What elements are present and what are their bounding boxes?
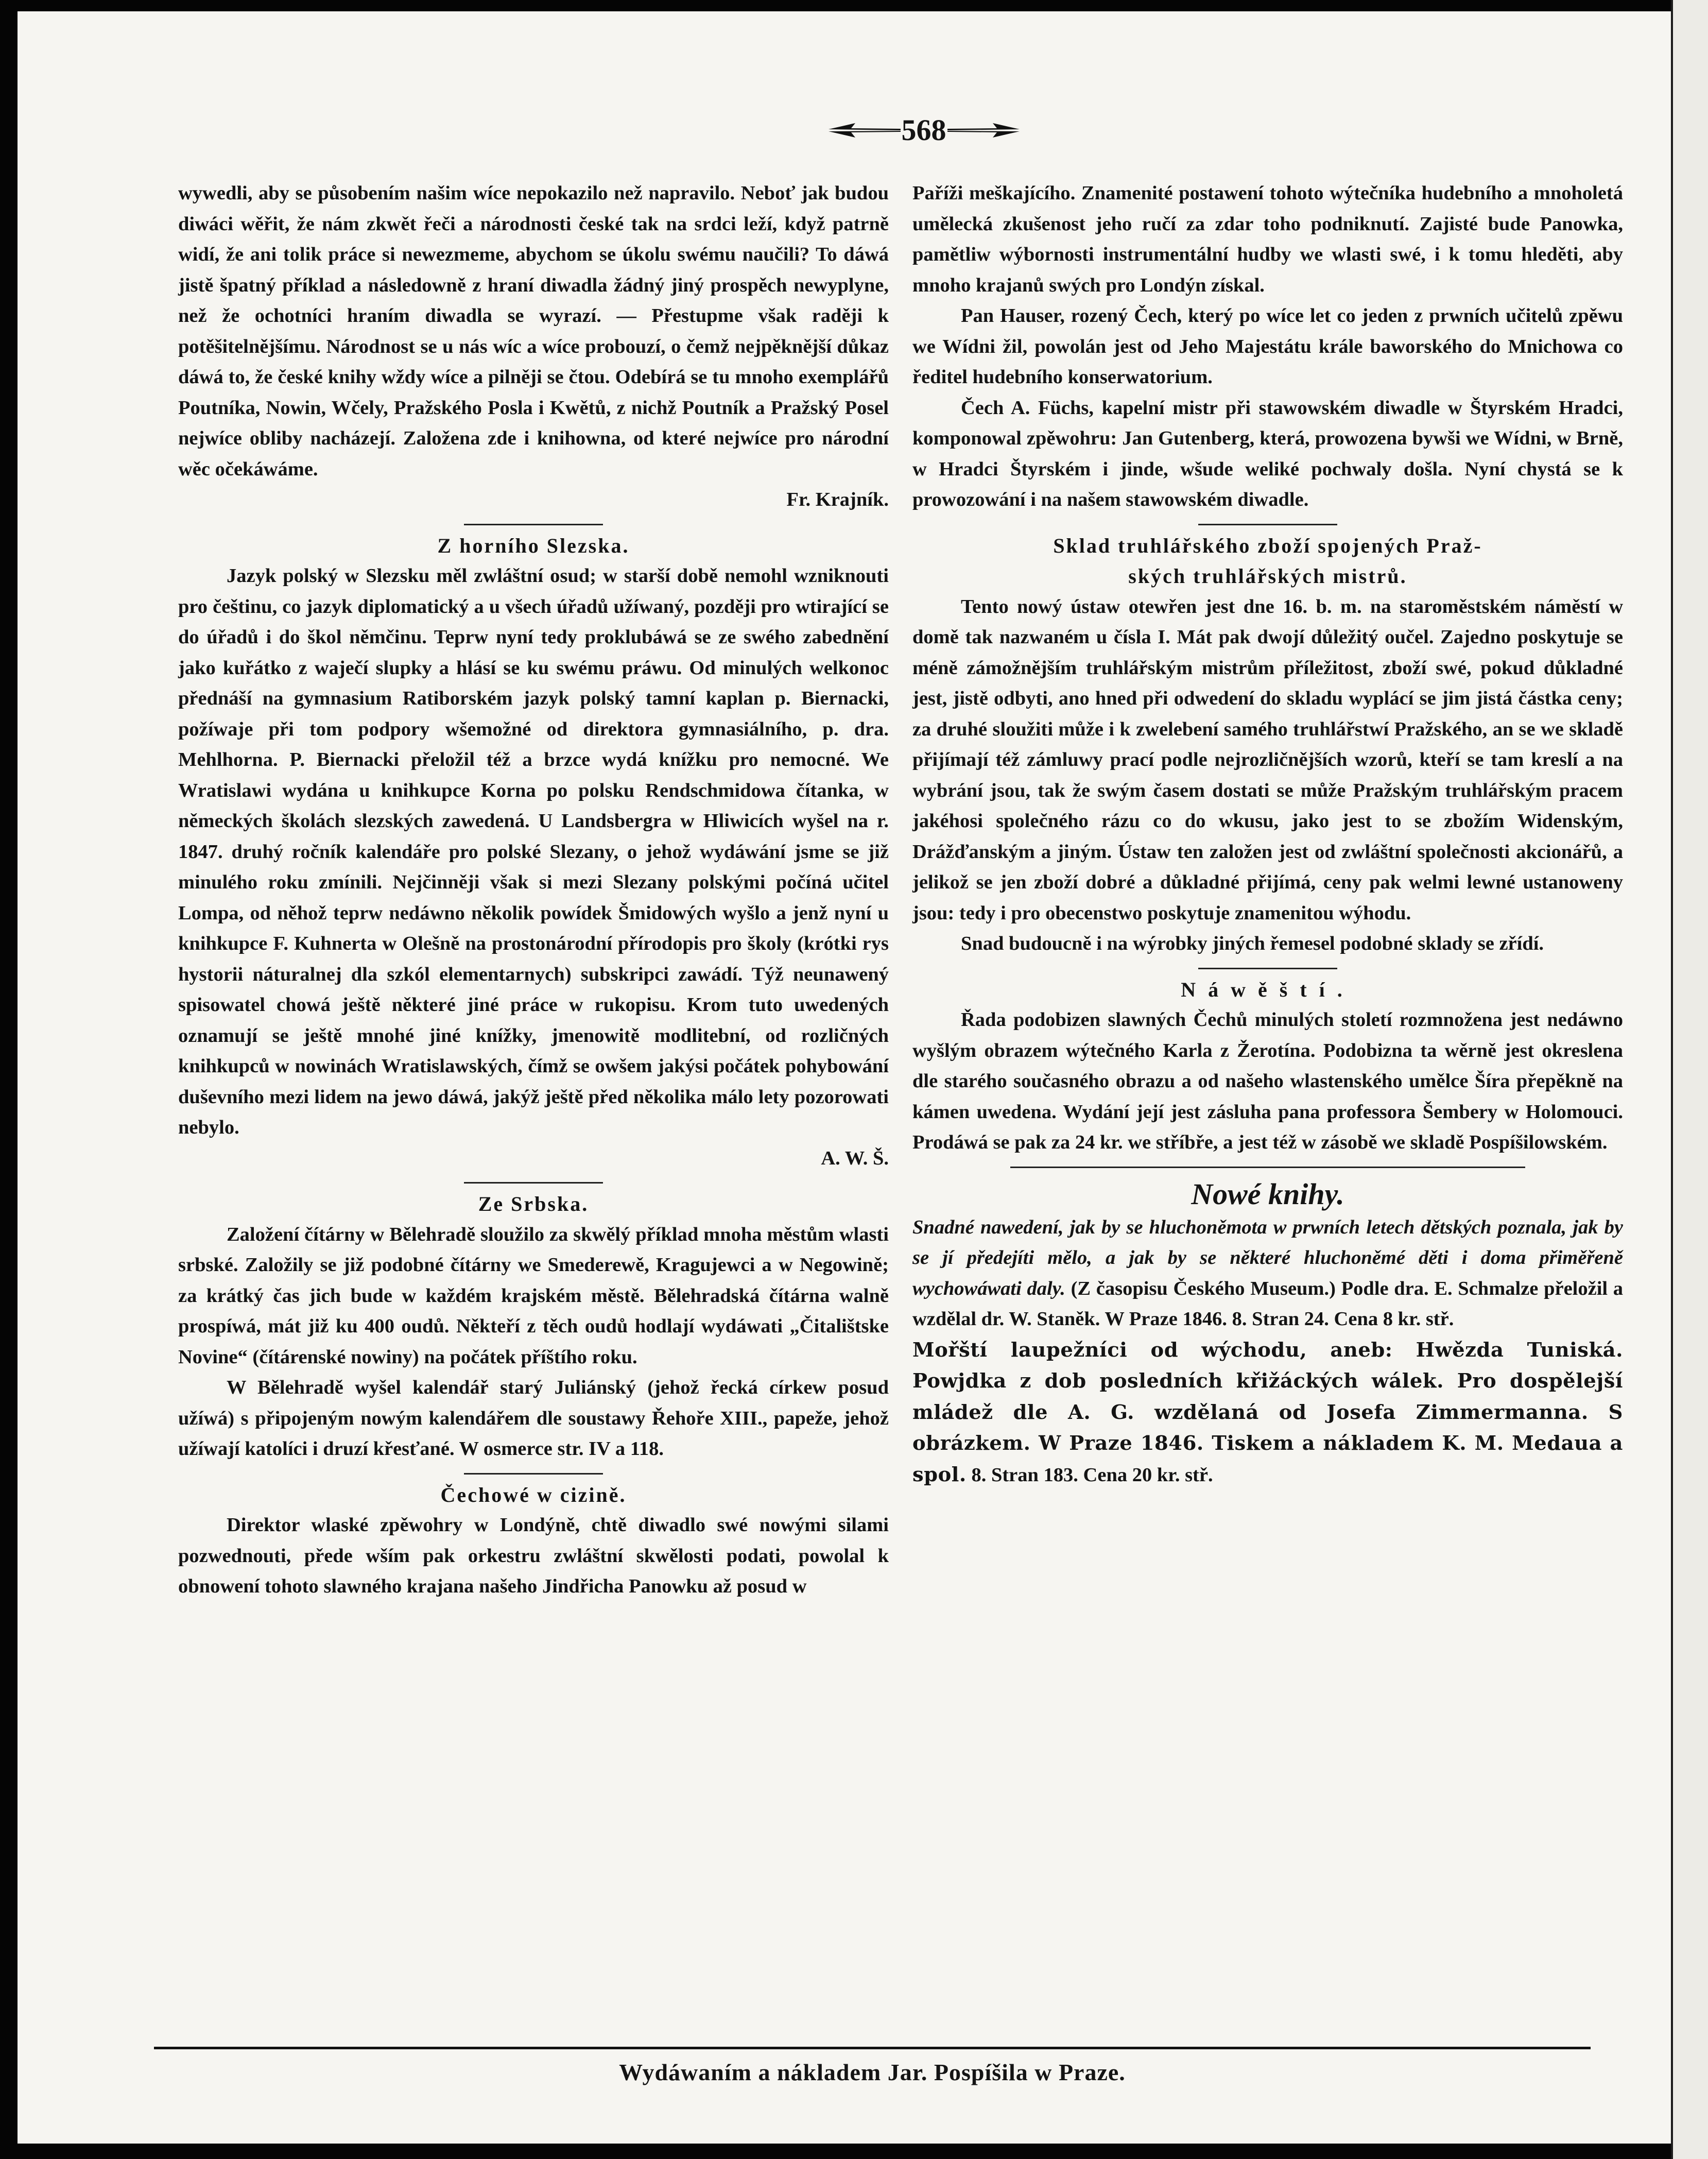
warehouse-heading-line1: Sklad truhlářského zboží spojených Praž- [1053,534,1482,557]
book2-details: 8. Stran 183. [971,1464,1078,1486]
right-column [912,178,1623,1490]
abroad-continued-paragraph: Čech A. Füchs, kapelní mistr při stawowském diwadle w Štyrském Hradci, komponowal zpěwohru: Jan Gutenberg, která, prowozena bywši we Wídni, w Brně, w Hradci Štyrském i jinde, wšude weliké pochwaly došla. Nyní chystá se k prowozowání i na našem stawowském diwadle. [912,397,1623,510]
section-divider [464,1473,603,1475]
warehouse-paragraph: Tento nowý ústaw otewřen jest dne 16. b. m. na staroměstském náměstí w domě tak nazwaném u čísla I. Mát pak dwojí důležitý oučel. Zajedno poskytuje se méně zámožnějším truhlářským mistrům příležitost, zboží swé, pokud důkladné jest, jistě odbyti, ano hned při odwedení do skladu wyplácí se jim jistá částka ceny; za druhé sloužiti může i k zwelebení samého truhlářstwí Pražského, an se we skladě přijímají též zámluwy prací podle nejrozličnějších wzorů, kteří se tam kreslí a na wybrání jsou, tak že swým časem dostati se může Pražským truhlářským pracem jakéhosi společného rázu co do wkusu, jako jest to se zbožím Widenským, Drážďanským a jiným. Ústaw ten založen jest od zwláštní společnosti akcionářů, a jelikož se jen zboží dobré a důkladné přijímá, ceny pak welmi lewné ustanoweny jsou: tedy i pro obecenstwo poskytuje znamenitou wýhodu. [912,595,1623,924]
intro-paragraph: wywedli, aby se působením našim wíce nepokazilo než napravilo. Neboť jak budou diwáci wěřit, že nám zkwět řeči a národnosti české tak na srdci leží, když patrně widí, že ani tolik práce si newezmeme, abychom se úkolu swému naučili? To dáwá jistě špatný příklad a následowně z hraní diwadla žádný jiný prospěch newyplyne, než že ochotníci hraním diwadla se wyrazí. — Přestupme však raději k potěšitelnějšímu. Národnost se u nás wíc a wíce probouzí, o čemž nejpěknější důkaz dáwá to, že české knihy wždy wíce a pilněji se čtou. Odebírá se tu mnoho exemplářů Poutníka, Nowin, Wčely, Pražského Posla i Kwětů, z nichž Poutník a Pražský Posel nejwíce obliby nacházejí. Založena zde i knihowna, od které nejwíce pro národní wěc očekáwáme. [178,182,889,480]
notice-heading: Náwěští. [1181,978,1355,1001]
warehouse-heading-line2: ských truhlářských mistrů. [1128,564,1407,588]
book1-title: Snadné nawedení, jak by se hluchoněmota w prwních letech dětských poznala, jak by se jí předejíti mělo, a jak by se některé hluchoněmé děti i doma přiměřeně wychowáwati daly. [912,1216,1623,1299]
new-books-heading: Nowé knihy. [1191,1177,1344,1211]
abroad-paragraph: Direktor wlaské zpěwohry w Londýně, chtě diwadlo swé nowými silami pozwednouti, přede wším pak orkestru zwláštní skwělosti podati, powolal k obnowení tohoto slawného krajana našeho Jindřicha Panowku až posud w [178,1514,889,1597]
right-ornament-icon [946,120,1024,141]
adjacent-page-edge [1673,0,1708,2159]
silesia-paragraph: Jazyk polský w Slezsku měl zwláštní osud; w starší době nemohl wzniknouti pro češtinu, co jazyk diplomatický a u všech úřadů užíwaný, později pro wtirající se do úřadů i do škol němčinu. Teprw nyní tedy proklubáwá se ze swého zabednění jako kuřátko z waječí slupky a hlásí se ku swému práwu. Od minulých welkonoc přednáší na gymnasium Ratiborském jazyk polský tamní kaplan p. Biernacki, požíwaje při tom podpory wšemožné od direktora gymnasiálního, p. dra. Mehlhorna. P. Biernacki přeložil též a brzce wydá knížku pro nemocné. We Wratislawi wydána u knihkupce Korna po polsku Rendschmidowa čítanka, w německých školách slezských zawedená. U Landsbergra w Hliwicích wyšel na r. 1847. druhý ročník kalendáře pro polské Slezany, o jehož wydáwání jsme se již minulého roku zmínili. Nejčinněji však si mezi Slezany polskými počíná učitel Lompa, od něhož teprw nedáwno několik powídek Šmidowých wyšlo a jenž nyní u knihkupce F. Kuhnerta w Olešně na prostonárodní přírodopis pro školy (krótki rys hystorii náturalnej dla szkól elementarnych) subskripci zawádí. Týž neunawený spisowatel chowá ještě některé jiné práce w rukopisu. Krom tuto uwedených oznamují se ještě mnohé jiné knížky, jmenowitě modlitební, od rozličných knihkupců w nowinách Wratislawských, čímž se owšem jakýsi počátek pohybowání duševního mezi lidem na jewo dáwá, jakýž ještě před několika málo lety pozorowati nebylo. [178,565,889,1138]
left-column [178,178,889,1602]
warehouse-paragraph: Snad budoucně i na wýrobky jiných řemesel podobné sklady se zřídí. [961,933,1544,954]
section-divider [1198,524,1337,525]
section-divider [1010,1167,1525,1168]
newspaper-page [18,11,1673,2144]
page-number-header [785,112,1063,148]
publisher-footer: Wydáwaním a nákladem Jar. Pospíšila w Praze. [619,2059,1126,2085]
left-ornament-icon [824,120,902,141]
page-number: 568 [901,113,946,147]
section-divider [1198,968,1337,969]
section-divider [464,1182,603,1184]
book2-price: Cena 20 kr. stř. [1083,1464,1213,1486]
footer-rule [154,2047,1591,2049]
serbia-paragraph: W Bělehradě wyšel kalendář starý Juliánský (jehož řecká církew posud užíwá) s připojeným nowým kalendářem dle soustawy Řehoře XIII., papeže, jehož užíwají katolíci i druzí křesťané. W osmerce str. IV a 118. [178,1377,889,1460]
notice-paragraph: Řada podobizen slawných Čechů minulých století rozmnožena jest nedáwno wyšlým obrazem wýtečného Karla z Žerotína. Podobizna ta wěrně jest okreslena dle starého současného obrazu a od našeho wlastenského umělce Šíra přepěkně na kámen uwedena. Wydání její jest zásluha pana professora Šembery w Holomouci. Prodáwá se pak za 24 kr. we stříbře, a jest též w zásobě we skladě Pospíšilowském. [912,1009,1623,1153]
book2-title: Mořští laupežníci od wýchodu, aneb: Hwězda Tuniská. Powjdka z dob posledních křižáckých wálek. Pro dospělejší mládež dle A. G. wzdělaná od Josefa Zimmermanna. S obrázkem. W Praze 1846. Tiskem a nákladem K. M. Medaua a spol. [912,1338,1623,1486]
abroad-continued-paragraph: Pan Hauser, rozený Čech, který po wíce let co jeden z prwních učitelů zpěwu we Wídni žil, powolán jest od Jeho Majestátu krále baworského do Mnichowa co ředitel hudebního konserwatorium. [912,305,1623,388]
serbia-paragraph: Založení čítárny w Bělehradě sloužilo za skwělý příklad mnoha městům wlasti srbské. Založily se již podobné čítárny we Smederewě, Kragujewci a w Negowině; za krátký čas jich bude w každém krajském městě. Bělehradská čítárna walně prospíwá, mát již ku 400 oudů. Někteří z těch oudů hodlají wydáwati „Čitalištske Novine“ (čítárenské nowiny) na počátek příštího roku. [178,1223,889,1368]
abroad-heading: Čechowé w cizině. [440,1483,627,1506]
serbia-heading: Ze Srbska. [478,1192,589,1215]
silesia-signature: A. W. Š. [821,1147,889,1169]
intro-signature: Fr. Krajník. [786,489,889,510]
silesia-heading: Z horního Slezska. [437,534,630,557]
section-divider [464,524,603,525]
abroad-continued-paragraph: Paříži meškajícího. Znamenité postawení tohoto wýtečníka hudebního a mnoholetá umělecká zkušenost jeho ručí za zdar toho podniknutí. Zajisté bude Panowka, pamětliw wýbornosti instrumentální hudby we wlasti swé, i k tomu hleděti, aby mnoho krajanů swých pro Londýn získal. [912,182,1623,296]
book1-details: (Z časopisu Českého Museum.) Podle dra. E. Schmalze přeložil a wzdělal dr. W. Staněk. W Praze 1846. 8. Stran 24. [912,1277,1624,1330]
book1-price: Cena 8 kr. stř. [1334,1308,1454,1330]
